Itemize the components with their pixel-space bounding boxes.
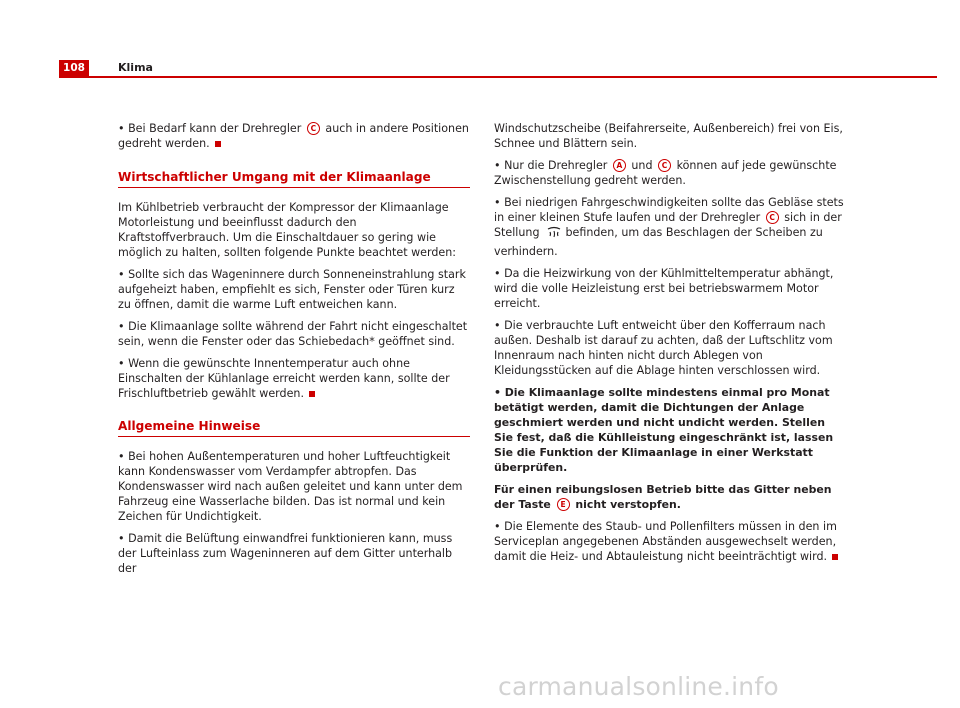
warning-paragraph: • Die Klimaanlage sollte mindestens einmal pro Monat betätigt werden, damit die Dichtungen der Anlage geschmiert werden und nicht undicht werden. Stellen Sie fest, daß die Kühlleistung eingeschränkt ist, lassen Sie die Funktion der Klimaanlage in einer Werkstatt überprüfen. <box>494 386 834 474</box>
paragraph: • Damit die Belüftung einwandfrei funktionieren kann, muss der Lufteinlass zum Wageninneren auf dem Gitter unterhalb der <box>118 532 453 575</box>
key-c-icon: C <box>307 122 320 135</box>
page-title: Klima <box>118 61 153 74</box>
paragraph: • Wenn die gewünschte Innentemperatur auch ohne Einschalten der Kühlanlage erreicht werden kann, sollte der Frischluftbetrieb gewählt werden. <box>118 357 450 400</box>
defrost-fan-icon <box>546 226 562 244</box>
section-heading-general-notes: Allgemeine Hinweise <box>118 419 470 437</box>
paragraph: • Die verbrauchte Luft entweicht über den Kofferraum nach außen. Deshalb ist darauf zu achten, daß der Luftschlitz vom Innenraum nach hinten nicht durch Ablegen von Kleidungsstücken auf die Ablage hinten verschlossen wird. <box>494 319 833 377</box>
warning-paragraph: Für einen reibungslosen Betrieb bitte das Gitter neben der Taste E nicht verstopfen. <box>494 483 832 511</box>
key-c-icon: C <box>658 159 671 172</box>
paragraph: • Bei Bedarf kann der Drehregler C auch in andere Positionen gedreht werden. <box>118 122 469 150</box>
paragraph: Im Kühlbetrieb verbraucht der Kompressor der Klimaanlage Motorleistung und beeinflusst dadurch den Kraftstoffverbrauch. Um die Einschaltdauer so gering wie möglich zu halten, sollten folgende Punkte beachtet werden: <box>118 201 456 259</box>
key-a-icon: A <box>613 159 626 172</box>
page-number: 108 <box>59 60 89 76</box>
paragraph: • Die Klimaanlage sollte während der Fahrt nicht eingeschaltet sein, wenn die Fenster oder das Schiebedach* geöffnet sind. <box>118 320 468 348</box>
header-rule <box>59 76 937 78</box>
end-mark-icon <box>309 391 315 397</box>
left-column <box>118 121 470 583</box>
paragraph: • Bei hohen Außentemperaturen und hoher Luftfeuchtigkeit kann Kondenswasser vom Verdampfer abtropfen. Das Kondenswasser wird nach außen geleitet und kann unter dem Fahrzeug eine Wasserlache bilden. Das ist normal und kein Zeichen für Undichtigkeit. <box>118 450 463 523</box>
right-column <box>494 121 846 571</box>
end-mark-icon <box>215 141 221 147</box>
section-heading-economic-use: Wirtschaftlicher Umgang mit der Klimaanlage <box>118 170 470 188</box>
watermark: carmanualsonline.info <box>498 672 779 701</box>
paragraph: • Da die Heizwirkung von der Kühlmitteltemperatur abhängt, wird die volle Heizleistung erst bei betriebswarmem Motor erreicht. <box>494 267 834 310</box>
paragraph: • Sollte sich das Wageninnere durch Sonneneinstrahlung stark aufgeheizt haben, empfiehlt es sich, Fenster oder Türen kurz zu öffnen, damit die warme Luft entweichen kann. <box>118 268 466 311</box>
paragraph: • Die Elemente des Staub- und Pollenfilters müssen in den im Serviceplan angegebenen Abständen ausgewechselt werden, damit die Heiz- und Abtauleistung nicht beeinträchtigt wird. <box>494 520 837 563</box>
key-c-icon: C <box>766 211 779 224</box>
key-e-icon: E <box>557 498 570 511</box>
paragraph: • Bei niedrigen Fahrgeschwindigkeiten sollte das Gebläse stets in einer kleinen Stufe laufen und der Drehregler C sich in der Stellung befinden, um das Beschlagen der Scheiben zu verhindern. <box>494 196 844 258</box>
paragraph: Windschutzscheibe (Beifahrerseite, Außenbereich) frei von Eis, Schnee und Blättern sein. <box>494 122 843 150</box>
paragraph: • Nur die Drehregler A und C können auf jede gewünschte Zwischenstellung gedreht werden. <box>494 159 837 187</box>
end-mark-icon <box>832 554 838 560</box>
